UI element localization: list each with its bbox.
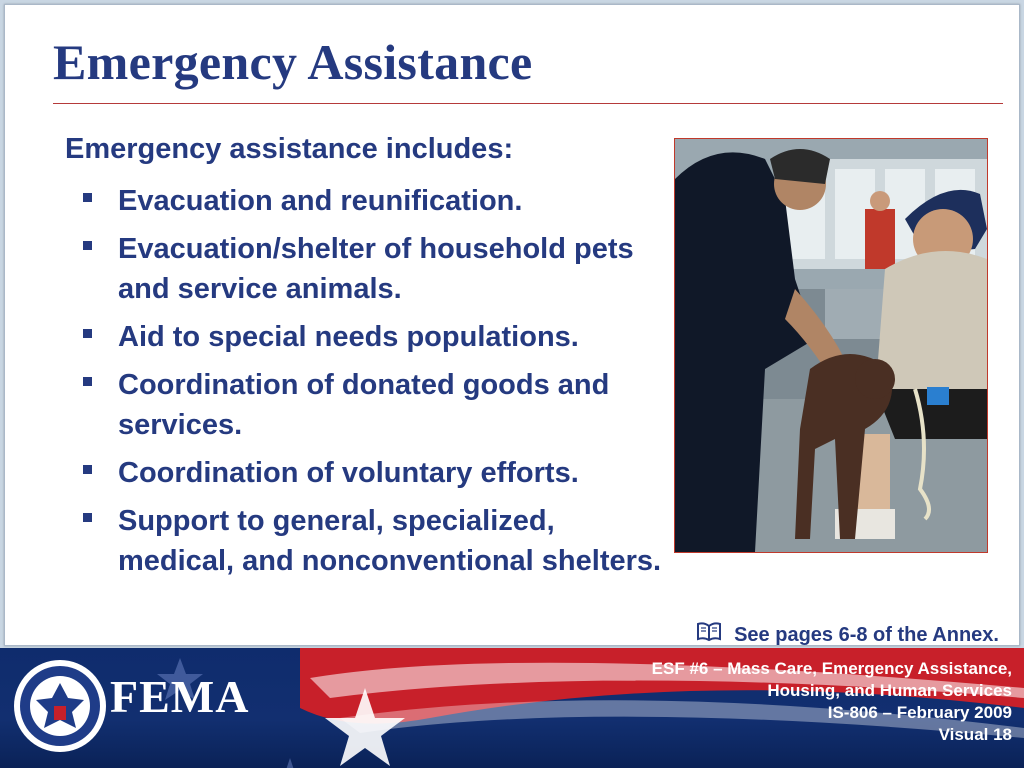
annex-reference	[696, 622, 999, 648]
list-item: Support to general, specialized, medical, and nonconventional shelters.	[85, 501, 665, 581]
photo-illustration	[675, 139, 987, 552]
bullet-marker-icon	[83, 377, 92, 386]
bullet-marker-icon	[83, 465, 92, 474]
slide-title: Emergency Assistance	[53, 34, 533, 90]
list-item: Coordination of voluntary efforts.	[85, 453, 665, 493]
open-book-icon	[696, 622, 722, 648]
list-item: Evacuation and reunification.	[85, 181, 665, 221]
list-item: Aid to special needs populations.	[85, 317, 665, 357]
intro-text: Emergency assistance includes:	[65, 133, 514, 165]
bullet-marker-icon	[83, 513, 92, 522]
annex-note: See pages 6-8 of the Annex.	[734, 623, 999, 646]
visual-number: Visual 18	[938, 725, 1012, 744]
bullet-list	[85, 181, 665, 589]
dhs-seal	[12, 658, 108, 754]
slide-canvas	[4, 4, 1020, 646]
title-divider	[53, 103, 1003, 104]
course-line: IS-806 – February 2009	[827, 703, 1012, 722]
course-line: ESF #6 – Mass Care, Emergency Assistance,	[651, 659, 1012, 678]
seal-icon	[12, 658, 108, 754]
bullet-marker-icon	[83, 193, 92, 202]
volunteer-dog-photo	[674, 138, 988, 553]
list-item: Evacuation/shelter of household pets and service animals.	[85, 229, 665, 309]
fema-logo: FEMA	[110, 671, 250, 722]
course-info	[652, 658, 1012, 746]
course-line: Housing, and Human Services	[767, 681, 1012, 700]
footer-banner	[0, 648, 1024, 768]
bullet-marker-icon	[83, 241, 92, 250]
bullet-marker-icon	[83, 329, 92, 338]
list-item: Coordination of donated goods and services.	[85, 365, 665, 445]
